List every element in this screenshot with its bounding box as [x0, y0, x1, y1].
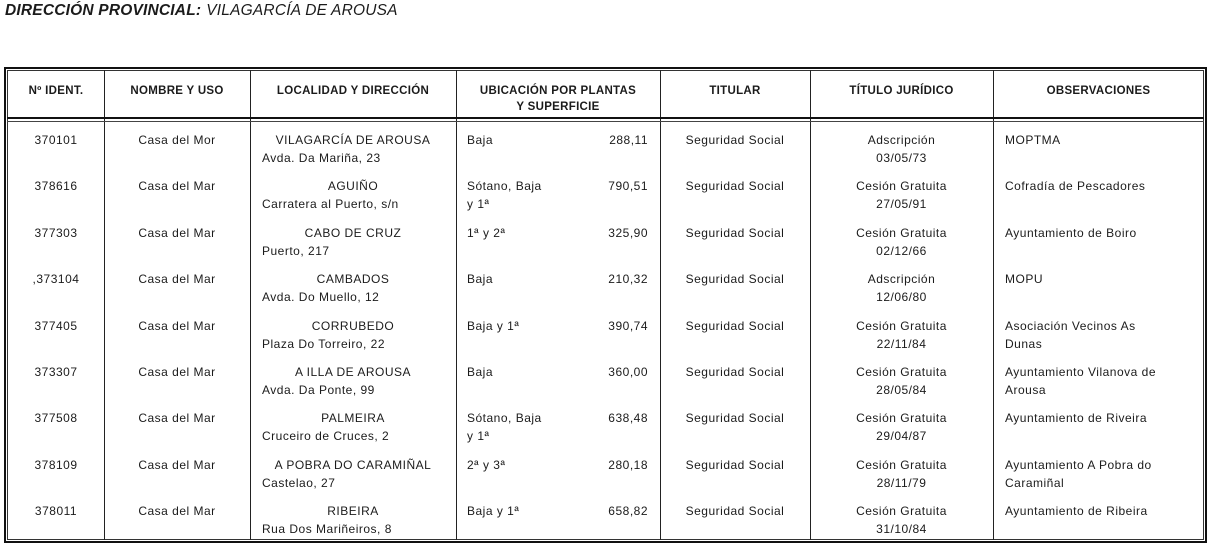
table-row [0, 224, 1212, 270]
cell-town: CAMBADOS [316, 272, 390, 287]
table-row [0, 177, 1212, 223]
cell-holder: Seguridad Social [685, 225, 785, 240]
table-row [0, 409, 1212, 455]
cell-date: 02/12/66 [876, 243, 927, 258]
cell-floors: Baja [467, 272, 494, 287]
cell-notes: Ayuntamiento de Boiro [1005, 225, 1137, 240]
cell-area: 280,18 [608, 457, 648, 472]
cell-holder: Seguridad Social [685, 179, 785, 194]
cell-area: 210,32 [608, 272, 648, 287]
cell-name: Casa del Mor [138, 133, 216, 147]
cell-town: VILAGARCÍA DE AROUSA [275, 133, 431, 147]
cell-date: 28/11/79 [876, 475, 927, 490]
cell-holder: Seguridad Social [685, 411, 785, 426]
page-title-value: VILAGARCÍA DE AROUSA [206, 2, 398, 19]
cell-address: Puerto, 217 [262, 243, 330, 258]
cell-notes: Ayuntamiento A Pobra do [1005, 457, 1152, 472]
cell-notes: Dunas [1005, 336, 1043, 351]
cell-name: Casa del Mar [138, 411, 216, 426]
cell-address: Rua Dos Mariñeiros, 8 [262, 522, 392, 537]
cell-legal-title: Cesión Gratuita [856, 225, 947, 240]
cell-floors: Sótano, Baja [467, 179, 542, 194]
cell-name: Casa del Mar [138, 457, 216, 472]
cell-holder: Seguridad Social [685, 365, 785, 379]
cell-holder: Seguridad Social [685, 457, 785, 472]
cell-date: 22/11/84 [876, 336, 927, 351]
header-divider [7, 117, 1204, 119]
cell-floors: 1ª y 2ª [467, 225, 506, 240]
column-header-notes: OBSERVACIONES [1046, 85, 1151, 97]
cell-date: 12/06/80 [876, 290, 927, 305]
cell-legal-title: Adscripción [867, 272, 936, 287]
cell-notes: Ayuntamiento de Riveira [1005, 411, 1148, 426]
cell-legal-title: Cesión Gratuita [856, 504, 947, 519]
cell-ident: 378011 [34, 504, 78, 519]
cell-address: Plaza Do Torreiro, 22 [262, 336, 385, 351]
cell-ident: 378109 [34, 457, 78, 472]
cell-notes: Ayuntamiento de Ribeira [1005, 504, 1148, 519]
cell-address: Cruceiro de Cruces, 2 [262, 429, 390, 444]
cell-ident: 373307 [34, 365, 78, 379]
column-header-legal-title: TÍTULO JURÍDICO [849, 85, 954, 97]
header-divider-thin [7, 121, 1204, 122]
column-header-floors-line1: UBICACIÓN POR PLANTAS [479, 85, 637, 97]
cell-town: AGUIÑO [327, 179, 379, 194]
page-title-label: DIRECCIÓN PROVINCIAL: [5, 2, 202, 19]
cell-ident: 377508 [34, 411, 78, 426]
cell-date: 28/05/84 [876, 383, 927, 397]
cell-floors: y 1ª [467, 429, 490, 444]
cell-name: Casa del Mar [138, 365, 216, 379]
cell-address: Avda. Da Ponte, 99 [262, 383, 375, 397]
cell-notes: MOPTMA [1005, 133, 1061, 147]
cell-notes: Ayuntamiento Vilanova de [1005, 365, 1156, 379]
cell-ident: 378616 [34, 179, 78, 194]
cell-holder: Seguridad Social [685, 133, 785, 147]
cell-notes: Cofradía de Pescadores [1005, 179, 1146, 194]
cell-legal-title: Cesión Gratuita [856, 365, 947, 379]
cell-name: Casa del Mar [138, 179, 216, 194]
cell-floors: Sótano, Baja [467, 411, 542, 426]
table-row [0, 363, 1212, 409]
cell-legal-title: Cesión Gratuita [856, 318, 947, 333]
column-header-name: NOMBRE Y USO [130, 85, 224, 97]
cell-area: 288,11 [609, 133, 648, 147]
cell-town: CORRUBEDO [311, 318, 395, 333]
cell-legal-title: Adscripción [867, 133, 936, 147]
cell-legal-title: Cesión Gratuita [856, 457, 947, 472]
cell-area: 638,48 [608, 411, 648, 426]
cell-legal-title: Cesión Gratuita [856, 179, 947, 194]
table-row [0, 456, 1212, 502]
column-header-location: LOCALIDAD Y DIRECCIÓN [276, 85, 430, 97]
cell-holder: Seguridad Social [685, 318, 785, 333]
cell-floors: 2ª y 3ª [467, 457, 506, 472]
cell-legal-title: Cesión Gratuita [856, 411, 947, 426]
table-row [0, 502, 1212, 548]
cell-address: Avda. Do Muello, 12 [262, 290, 380, 305]
cell-date: 03/05/73 [876, 151, 927, 165]
cell-floors: Baja [467, 365, 494, 379]
cell-area: 325,90 [608, 225, 648, 240]
cell-town: PALMEIRA [321, 411, 385, 426]
cell-floors: y 1ª [467, 197, 490, 212]
column-header-floors [456, 83, 660, 115]
cell-notes: Arousa [1005, 383, 1047, 397]
cell-holder: Seguridad Social [685, 504, 785, 519]
cell-floors: Baja y 1ª [467, 318, 520, 333]
cell-name: Casa del Mar [138, 225, 216, 240]
cell-address: Avda. Da Mariña, 23 [262, 151, 381, 165]
cell-ident: 377303 [34, 225, 78, 240]
cell-holder: Seguridad Social [685, 272, 785, 287]
cell-name: Casa del Mar [138, 318, 216, 333]
column-header-floors-line2: Y SUPERFICIE [516, 101, 600, 113]
cell-town: A POBRA DO CARAMIÑAL [274, 457, 432, 472]
table-row [0, 317, 1212, 363]
cell-notes: MOPU [1005, 272, 1043, 287]
cell-area: 360,00 [608, 365, 648, 379]
cell-floors: Baja [467, 133, 494, 147]
cell-name: Casa del Mar [138, 504, 216, 519]
cell-town: RIBEIRA [327, 504, 379, 519]
column-header-holder: TITULAR [709, 85, 761, 97]
table-row [0, 131, 1212, 177]
cell-town: CABO DE CRUZ [304, 225, 402, 240]
cell-date: 31/10/84 [876, 522, 927, 537]
cell-ident: 370101 [34, 133, 78, 147]
cell-ident: 377405 [34, 318, 78, 333]
table-row [0, 270, 1212, 316]
cell-address: Castelao, 27 [262, 475, 336, 490]
cell-notes: Asociación Vecinos As [1005, 318, 1136, 333]
cell-area: 390,74 [608, 318, 648, 333]
column-header-ident: Nº IDENT. [28, 85, 84, 97]
cell-area: 658,82 [608, 504, 648, 519]
cell-area: 790,51 [608, 179, 648, 194]
cell-address: Carratera al Puerto, s/n [262, 197, 399, 212]
cell-ident: ,373104 [32, 272, 80, 287]
cell-name: Casa del Mar [138, 272, 216, 287]
cell-floors: Baja y 1ª [467, 504, 520, 519]
cell-notes: Caramiñal [1005, 475, 1065, 490]
page-title [5, 2, 398, 20]
cell-date: 29/04/87 [876, 429, 927, 444]
cell-date: 27/05/91 [876, 197, 927, 212]
cell-town: A ILLA DE AROUSA [294, 365, 412, 379]
